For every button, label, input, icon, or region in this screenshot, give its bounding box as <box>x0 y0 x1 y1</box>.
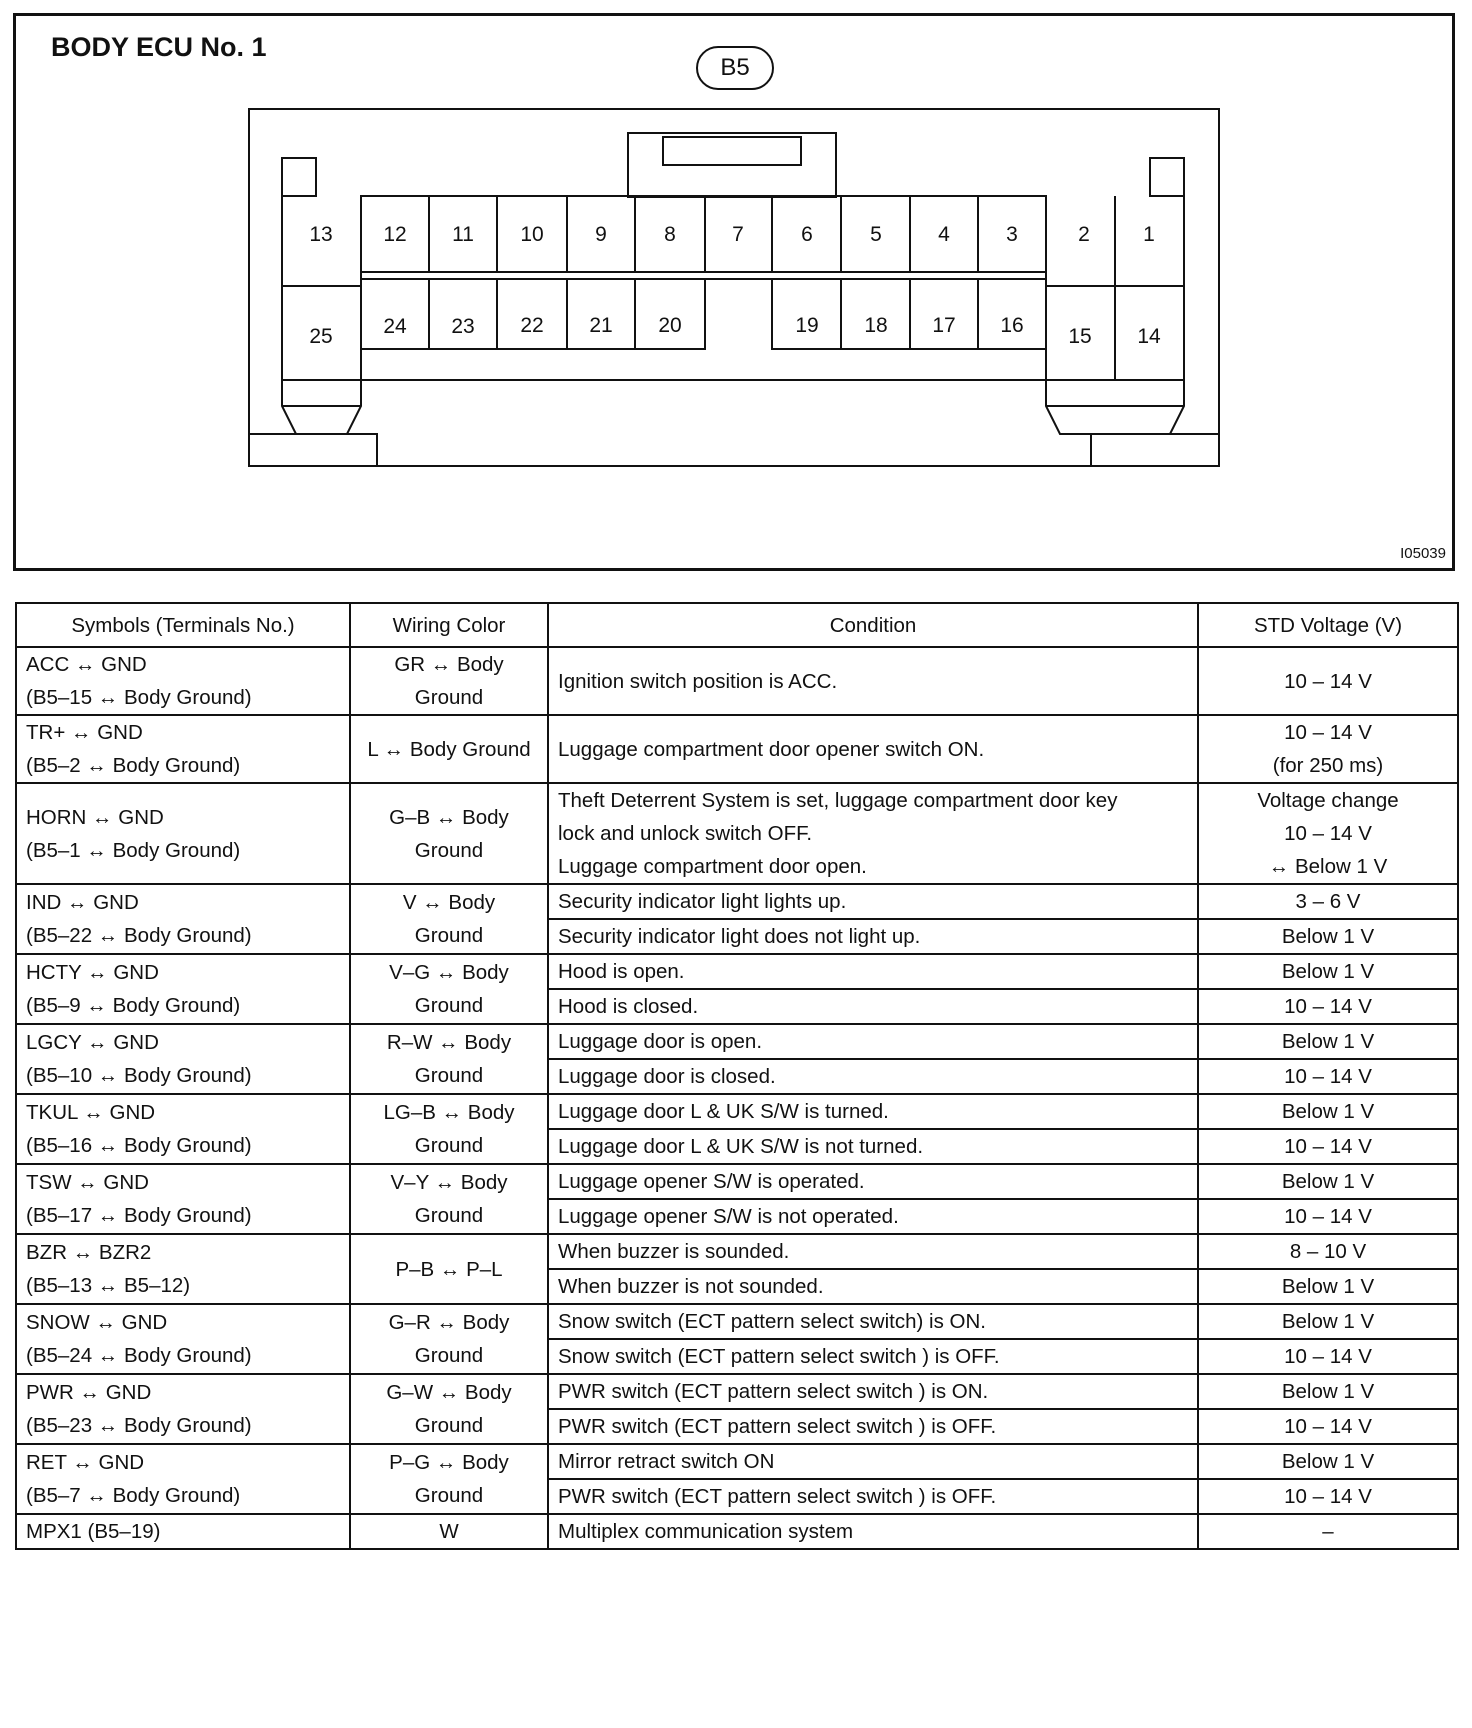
connector-housing <box>249 109 1219 466</box>
condition-line: Security indicator light lights up. <box>558 890 847 913</box>
table-row <box>16 1514 1458 1549</box>
symbol-line: (B5–17 ↔ Body Ground) <box>26 1204 252 1227</box>
symbol-cell <box>16 1234 350 1304</box>
symbol-line: ACC ↔ GND <box>26 653 147 676</box>
condition-line: Ignition switch position is ACC. <box>558 669 838 693</box>
wiring-color-cell <box>350 884 548 954</box>
wiring-color-line: R–W ↔ Body <box>386 1031 512 1054</box>
symbol-line: (B5–2 ↔ Body Ground) <box>26 754 241 777</box>
wiring-color-cell <box>350 1304 548 1374</box>
symbol-line: (B5–22 ↔ Body Ground) <box>26 924 252 947</box>
terminal-18: 18 <box>864 314 888 337</box>
std-voltage-line: 10 – 14 V <box>1284 1205 1372 1228</box>
condition-line: Hood is closed. <box>558 995 699 1018</box>
condition-cell <box>548 1304 1198 1339</box>
std-voltage-line: 10 – 14 V <box>1284 669 1372 693</box>
condition-line: Luggage door is open. <box>558 1030 763 1053</box>
std-voltage-line: 10 – 14 V <box>1284 1065 1372 1088</box>
std-voltage-line: Below 1 V <box>1281 1450 1375 1473</box>
figure-title: BODY ECU No. 1 <box>51 32 267 62</box>
header-std-voltage: STD Voltage (V) <box>1198 603 1458 647</box>
terminal-11: 11 <box>452 223 474 246</box>
std-voltage-cell <box>1198 783 1458 884</box>
header-condition: Condition <box>548 603 1198 647</box>
connector-post-left <box>282 158 316 196</box>
terminal-13: 13 <box>309 223 333 246</box>
wiring-color-cell <box>350 954 548 1024</box>
wiring-color-line: P–G ↔ Body <box>389 1451 509 1474</box>
std-voltage-cell <box>1198 989 1458 1024</box>
std-voltage-line: 10 – 14 V <box>1284 822 1372 845</box>
std-voltage-line: 10 – 14 V <box>1284 1135 1372 1158</box>
table-row <box>16 1164 1458 1199</box>
std-voltage-line: Below 1 V <box>1281 1275 1375 1298</box>
table-row <box>16 647 1458 715</box>
condition-cell <box>548 1444 1198 1479</box>
condition-cell <box>548 1129 1198 1164</box>
std-voltage-cell <box>1198 1374 1458 1409</box>
symbol-line: IND ↔ GND <box>26 891 139 914</box>
terminal-5: 5 <box>870 223 882 246</box>
std-voltage-cell <box>1198 1409 1458 1444</box>
std-voltage-cell <box>1198 715 1458 783</box>
wiring-color-cell <box>350 1444 548 1514</box>
wiring-color-line: Ground <box>414 838 484 862</box>
std-voltage-line: 10 – 14 V <box>1284 1345 1372 1368</box>
wiring-color-line: G–W ↔ Body <box>386 1381 512 1404</box>
symbol-line: (B5–9 ↔ Body Ground) <box>26 994 241 1017</box>
table-row <box>16 715 1458 783</box>
std-voltage-line: 3 – 6 V <box>1295 890 1361 913</box>
std-voltage-cell <box>1198 1059 1458 1094</box>
std-voltage-cell <box>1198 1094 1458 1129</box>
std-voltage-cell <box>1198 1164 1458 1199</box>
wiring-color-line: W <box>439 1520 459 1543</box>
wiring-color-line: Ground <box>414 1134 484 1157</box>
terminal-12: 12 <box>383 223 407 246</box>
wiring-color-line: V ↔ Body <box>402 891 496 914</box>
condition-cell <box>548 989 1198 1024</box>
terminal-16: 16 <box>1000 314 1024 337</box>
terminal-voltage-table <box>15 602 1459 1550</box>
std-voltage-line: Below 1 V <box>1281 1380 1375 1403</box>
header-symbols: Symbols (Terminals No.) <box>16 603 350 647</box>
std-voltage-line: Below 1 V <box>1281 925 1375 948</box>
std-voltage-cell <box>1198 1304 1458 1339</box>
wiring-color-line: Ground <box>414 924 484 947</box>
wiring-color-line: Ground <box>414 686 484 709</box>
symbol-line: TKUL ↔ GND <box>26 1101 156 1124</box>
condition-line: Security indicator light does not light up. <box>558 925 921 948</box>
std-voltage-cell <box>1198 919 1458 954</box>
wiring-color-cell <box>350 715 548 783</box>
condition-cell <box>548 919 1198 954</box>
condition-cell <box>548 1479 1198 1514</box>
std-voltage-line: 8 – 10 V <box>1289 1240 1367 1263</box>
table-row <box>16 1234 1458 1269</box>
wiring-color-line: G–B ↔ Body <box>389 805 509 829</box>
wiring-color-cell <box>350 1094 548 1164</box>
std-voltage-cell <box>1198 1199 1458 1234</box>
condition-line: PWR switch (ECT pattern select switch ) is OFF. <box>558 1415 997 1438</box>
terminal-24: 24 <box>383 315 407 338</box>
std-voltage-cell <box>1198 884 1458 919</box>
condition-line: Snow switch (ECT pattern select switch) is ON. <box>558 1310 986 1333</box>
terminal-14: 14 <box>1137 325 1161 348</box>
figure-id: I05039 <box>1400 545 1446 562</box>
std-voltage-cell <box>1198 954 1458 989</box>
symbol-line: (B5–16 ↔ Body Ground) <box>26 1134 252 1157</box>
symbol-line: (B5–10 ↔ Body Ground) <box>26 1064 252 1087</box>
terminal-1: 1 <box>1143 223 1155 246</box>
table-row <box>16 954 1458 989</box>
symbol-line: HCTY ↔ GND <box>26 961 159 984</box>
symbol-line: (B5–13 ↔ B5–12) <box>26 1274 191 1297</box>
condition-cell <box>548 1374 1198 1409</box>
terminal-2: 2 <box>1078 223 1090 246</box>
wiring-color-line: Ground <box>414 1344 484 1367</box>
wiring-color-line: L ↔ Body Ground <box>367 737 531 761</box>
condition-line: Luggage compartment door opener switch ON. <box>558 737 985 761</box>
symbol-cell <box>16 954 350 1024</box>
symbol-line: (B5–1 ↔ Body Ground) <box>26 838 241 862</box>
connector-foot-left <box>249 434 377 466</box>
condition-line: Hood is open. <box>558 960 685 983</box>
table-row <box>16 1444 1458 1479</box>
condition-cell <box>548 715 1198 783</box>
terminal-19: 19 <box>795 314 819 337</box>
condition-line: Luggage door L & UK S/W is turned. <box>558 1100 889 1123</box>
condition-line: When buzzer is sounded. <box>558 1240 790 1263</box>
wiring-color-line: P–B ↔ P–L <box>395 1257 503 1281</box>
connector-code-badge: B5 <box>696 46 774 90</box>
wiring-color-line: Ground <box>414 1414 484 1437</box>
connector-latch-slot <box>663 137 801 165</box>
terminal-9: 9 <box>595 223 607 246</box>
terminal-10: 10 <box>520 223 544 246</box>
condition-line: Luggage door L & UK S/W is not turned. <box>558 1135 924 1158</box>
condition-cell <box>548 1094 1198 1129</box>
wiring-color-line: Ground <box>414 1204 484 1227</box>
std-voltage-line: 10 – 14 V <box>1284 1485 1372 1508</box>
std-voltage-line: Below 1 V <box>1281 1100 1375 1123</box>
wiring-color-line: Ground <box>414 1484 484 1507</box>
symbol-line: PWR ↔ GND <box>26 1381 152 1404</box>
symbol-cell <box>16 1094 350 1164</box>
symbol-cell <box>16 884 350 954</box>
std-voltage-cell <box>1198 1269 1458 1304</box>
condition-cell <box>548 1199 1198 1234</box>
terminal-15: 15 <box>1068 325 1092 348</box>
header-wiring-color: Wiring Color <box>350 603 548 647</box>
terminal-7: 7 <box>732 223 744 246</box>
wiring-color-line: LG–B ↔ Body <box>383 1101 515 1124</box>
condition-line: Luggage opener S/W is operated. <box>558 1170 865 1193</box>
std-voltage-line: Below 1 V <box>1281 960 1375 983</box>
wiring-color-line: V–Y ↔ Body <box>390 1171 508 1194</box>
std-voltage-cell <box>1198 1479 1458 1514</box>
symbol-line: (B5–7 ↔ Body Ground) <box>26 1484 241 1507</box>
symbol-cell <box>16 1164 350 1234</box>
std-voltage-line: (for 250 ms) <box>1272 754 1384 777</box>
symbol-line: (B5–15 ↔ Body Ground) <box>26 686 252 709</box>
std-voltage-cell <box>1198 1339 1458 1374</box>
symbol-cell <box>16 783 350 884</box>
symbol-line: (B5–24 ↔ Body Ground) <box>26 1344 252 1367</box>
condition-cell <box>548 1339 1198 1374</box>
condition-cell <box>548 783 1198 884</box>
terminal-4: 4 <box>938 223 950 246</box>
wiring-color-cell <box>350 1374 548 1444</box>
symbol-line: MPX1 (B5–19) <box>26 1520 161 1543</box>
wiring-color-line: Ground <box>414 994 484 1017</box>
std-voltage-cell <box>1198 1129 1458 1164</box>
condition-line: Snow switch (ECT pattern select switch ) is OFF. <box>558 1345 1000 1368</box>
condition-line: Luggage door is closed. <box>558 1065 776 1088</box>
terminal-20: 20 <box>658 314 682 337</box>
std-voltage-line: ↔ Below 1 V <box>1268 855 1388 878</box>
table-row <box>16 1304 1458 1339</box>
symbol-cell <box>16 1514 350 1549</box>
std-voltage-line: Below 1 V <box>1281 1170 1375 1193</box>
wiring-color-cell <box>350 647 548 715</box>
std-voltage-cell <box>1198 647 1458 715</box>
terminal-3: 3 <box>1006 223 1018 246</box>
terminal-22: 22 <box>520 314 544 337</box>
condition-line: PWR switch (ECT pattern select switch ) is OFF. <box>558 1485 997 1508</box>
symbol-line: SNOW ↔ GND <box>26 1311 168 1334</box>
condition-line: PWR switch (ECT pattern select switch ) is ON. <box>558 1380 989 1403</box>
std-voltage-cell <box>1198 1234 1458 1269</box>
condition-cell <box>548 954 1198 989</box>
connector-foot-right <box>1091 434 1219 466</box>
symbol-line: TSW ↔ GND <box>26 1171 149 1194</box>
std-voltage-line: – <box>1322 1520 1334 1543</box>
wiring-color-cell <box>350 1514 548 1549</box>
condition-cell <box>548 647 1198 715</box>
condition-line: Theft Deterrent System is set, luggage compartment door key <box>558 789 1118 812</box>
terminal-21: 21 <box>589 314 613 337</box>
wiring-color-line: G–R ↔ Body <box>388 1311 510 1334</box>
condition-cell <box>548 1514 1198 1549</box>
symbol-line: RET ↔ GND <box>26 1451 145 1474</box>
wiring-color-cell <box>350 783 548 884</box>
table-row <box>16 783 1458 884</box>
condition-cell <box>548 1234 1198 1269</box>
std-voltage-cell <box>1198 1514 1458 1549</box>
terminal-8: 8 <box>664 223 676 246</box>
table-row <box>16 1024 1458 1059</box>
symbol-line: LGCY ↔ GND <box>26 1031 159 1054</box>
condition-cell <box>548 1059 1198 1094</box>
table-row <box>16 1374 1458 1409</box>
connector-figure <box>13 13 1455 571</box>
std-voltage-line: Below 1 V <box>1281 1030 1375 1053</box>
symbol-cell <box>16 647 350 715</box>
condition-line: Luggage opener S/W is not operated. <box>558 1205 899 1228</box>
symbol-cell <box>16 1304 350 1374</box>
condition-cell <box>548 1269 1198 1304</box>
symbol-line: HORN ↔ GND <box>26 805 164 829</box>
std-voltage-cell <box>1198 1024 1458 1059</box>
condition-cell <box>548 1164 1198 1199</box>
connector-post-right <box>1150 158 1184 196</box>
std-voltage-cell <box>1198 1444 1458 1479</box>
table-row <box>16 884 1458 919</box>
symbol-cell <box>16 1444 350 1514</box>
std-voltage-line: 10 – 14 V <box>1284 721 1372 744</box>
wiring-color-line: Ground <box>414 1064 484 1087</box>
table-header-row <box>16 603 1458 647</box>
wiring-color-cell <box>350 1234 548 1304</box>
condition-line: Luggage compartment door open. <box>558 855 867 878</box>
wiring-color-line: GR ↔ Body <box>394 653 504 676</box>
condition-line: Multiplex communication system <box>558 1520 854 1543</box>
connector-diagram <box>16 16 1452 568</box>
symbol-cell <box>16 715 350 783</box>
condition-line: lock and unlock switch OFF. <box>558 822 813 845</box>
condition-line: When buzzer is not sounded. <box>558 1275 824 1298</box>
condition-line: Mirror retract switch ON <box>558 1450 775 1473</box>
symbol-line: (B5–23 ↔ Body Ground) <box>26 1414 252 1437</box>
table-row <box>16 1094 1458 1129</box>
terminal-25: 25 <box>309 325 333 348</box>
condition-cell <box>548 884 1198 919</box>
wiring-color-cell <box>350 1164 548 1234</box>
std-voltage-line: 10 – 14 V <box>1284 995 1372 1018</box>
wiring-color-cell <box>350 1024 548 1094</box>
condition-cell <box>548 1409 1198 1444</box>
terminal-17: 17 <box>932 314 956 337</box>
symbol-cell <box>16 1374 350 1444</box>
std-voltage-line: Below 1 V <box>1281 1310 1375 1333</box>
condition-cell <box>548 1024 1198 1059</box>
symbol-line: BZR ↔ BZR2 <box>26 1241 152 1264</box>
symbol-cell <box>16 1024 350 1094</box>
terminal-23: 23 <box>451 315 475 338</box>
std-voltage-line: 10 – 14 V <box>1284 1415 1372 1438</box>
std-voltage-line: Voltage change <box>1257 789 1399 812</box>
wiring-color-line: V–G ↔ Body <box>389 961 509 984</box>
terminal-6: 6 <box>801 223 813 246</box>
symbol-line: TR+ ↔ GND <box>26 721 143 744</box>
